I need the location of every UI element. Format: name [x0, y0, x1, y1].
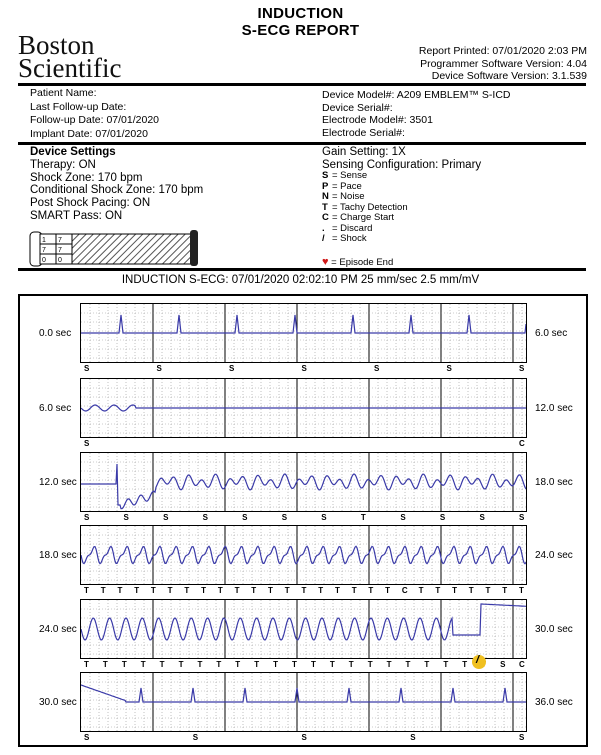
last-follow-up: Last Follow-up Date: — [30, 100, 127, 113]
event-marker: T — [405, 660, 411, 669]
ecg-strip — [80, 452, 527, 512]
event-marker: C — [519, 660, 525, 669]
event-marker: T — [424, 660, 430, 669]
event-marker: T — [197, 660, 203, 669]
legend-item: N = Noise — [322, 191, 365, 202]
divider — [18, 142, 586, 145]
post-shock-pacing: Post Shock Pacing: ON — [30, 197, 151, 210]
event-marker: S — [192, 733, 199, 742]
patient-name: Patient Name: — [30, 87, 97, 99]
strip-end-time: 12.0 sec — [535, 403, 573, 414]
event-marker: T — [150, 586, 156, 595]
event-marker: T — [418, 586, 424, 595]
strip-start-time: 18.0 sec — [39, 550, 77, 561]
event-marker: T — [329, 660, 335, 669]
event-marker: S — [321, 513, 327, 522]
strip-start-time: 12.0 sec — [39, 477, 77, 488]
ecg-strip — [80, 378, 527, 438]
legend-item: S = Sense — [322, 170, 368, 181]
event-marker: T — [310, 660, 316, 669]
shock-zone: Shock Zone: 170 bpm — [30, 171, 143, 184]
strip-end-time: 6.0 sec — [535, 328, 568, 339]
event-marker: T — [367, 660, 373, 669]
event-marker: T — [235, 660, 241, 669]
ecg-strip — [80, 303, 527, 363]
event-marker: C — [519, 439, 525, 448]
device-electrode-icon — [28, 228, 202, 268]
conditional-shock-zone: Conditional Shock Zone: 170 bpm — [30, 184, 204, 197]
strip-end-time: 36.0 sec — [535, 697, 573, 708]
event-marker: S — [301, 733, 307, 742]
event-marker: T — [468, 586, 474, 595]
event-marker: T — [351, 586, 357, 595]
event-marker: T — [234, 586, 240, 595]
shock-icon: / — [476, 654, 480, 666]
ecg-strip — [80, 672, 527, 732]
event-marker: S — [242, 513, 248, 522]
episode-end-legend: ♥ = Episode End — [322, 256, 394, 268]
device-model: Device Model#: A209 EMBLEM™ S-ICD — [322, 89, 511, 101]
event-marker: T — [318, 586, 324, 595]
legend-item: C = Charge Start — [322, 212, 395, 223]
event-marker: S — [84, 513, 90, 522]
event-marker: T — [254, 660, 260, 669]
event-marker: T — [360, 513, 366, 522]
event-marker: T — [251, 586, 257, 595]
event-marker: T — [273, 660, 279, 669]
heart-icon: ♥ — [322, 256, 329, 268]
strip-start-time: 24.0 sec — [39, 624, 77, 635]
gain-settings — [322, 146, 481, 172]
settings-heading: Device Settings — [30, 146, 116, 158]
event-marker: T — [217, 586, 223, 595]
legend-item: . = Discard — [322, 222, 373, 234]
event-marker: T — [216, 660, 222, 669]
svg-text:7: 7 — [42, 247, 46, 254]
svg-text:0: 0 — [42, 257, 46, 264]
event-marker: T — [84, 660, 89, 669]
event-marker: T — [292, 660, 297, 669]
event-marker: T — [435, 586, 441, 595]
event-marker: T — [385, 586, 391, 595]
strip-start-time: 30.0 sec — [39, 697, 77, 708]
device-info — [322, 89, 511, 139]
event-marker: T — [102, 660, 108, 669]
event-marker: T — [443, 660, 449, 669]
follow-up-date: Follow-up Date: 07/01/2020 — [30, 114, 159, 126]
event-marker: S — [202, 513, 208, 522]
electrode-model: Electrode Model#: 3501 — [322, 114, 433, 126]
patient-info — [30, 87, 159, 141]
event-marker: T — [84, 586, 89, 595]
event-marker: S — [519, 733, 525, 742]
event-marker: T — [301, 586, 307, 595]
strip-title: INDUCTION S-ECG: 07/01/2020 02:02:10 PM 25 mm/sec 2.5 mm/mV — [121, 274, 480, 286]
event-marker: T — [502, 586, 508, 595]
event-marker: S — [374, 364, 380, 373]
event-marker: T — [184, 586, 190, 595]
ecg-trace — [81, 315, 526, 333]
event-marker: T — [334, 586, 340, 595]
event-marker: C — [401, 586, 408, 595]
event-marker: T — [201, 586, 206, 595]
legend-item: P = Pace — [322, 180, 362, 192]
divider — [18, 83, 586, 86]
event-marker: S — [410, 733, 416, 742]
strip-start-time: 0.0 sec — [39, 328, 72, 339]
event-marker: T — [178, 660, 184, 669]
svg-text:7: 7 — [58, 247, 62, 254]
title-line-1: INDUCTION — [257, 5, 344, 22]
event-marker: S — [479, 513, 485, 522]
svg-text:7: 7 — [58, 237, 62, 244]
divider — [18, 268, 586, 271]
event-marker: S — [84, 733, 90, 742]
strip-start-time: 6.0 sec — [39, 403, 72, 414]
event-marker: S — [439, 513, 446, 522]
event-marker: S — [281, 513, 288, 522]
event-marker: T — [519, 586, 524, 595]
strip-end-time: 24.0 sec — [535, 550, 573, 561]
event-marker: T — [284, 586, 290, 595]
ecg-strip — [80, 525, 527, 585]
report-info — [419, 45, 587, 83]
legend-item: T = Tachy Detection — [322, 201, 408, 213]
ecg-trace — [81, 546, 526, 563]
gain-setting: Gain Setting: 1X — [322, 146, 406, 158]
legend-item: / = Shock — [322, 233, 367, 244]
event-marker: T — [167, 586, 173, 595]
report-printed: Report Printed: 07/01/2020 2:03 PM — [418, 45, 587, 57]
strip-end-time: 30.0 sec — [535, 624, 573, 635]
ecg-trace — [81, 685, 526, 702]
sensing-configuration: Sensing Configuration: Primary — [322, 158, 482, 171]
ecg-strip — [80, 599, 527, 659]
event-marker: T — [452, 586, 457, 595]
strip-end-time: 18.0 sec — [535, 477, 573, 488]
device-serial: Device Serial#: — [322, 101, 393, 114]
event-marker: T — [121, 660, 127, 669]
event-marker: T — [485, 586, 491, 595]
svg-text:1: 1 — [42, 237, 46, 244]
event-marker: S — [163, 513, 169, 522]
event-marker: T — [348, 660, 354, 669]
event-marker: T — [386, 660, 392, 669]
event-marker: T — [159, 660, 165, 669]
boston-scientific-logo: Boston Scientific — [18, 30, 122, 83]
programmer-version: Programmer Software Version: 4.04 — [420, 57, 587, 70]
event-marker: T — [268, 586, 273, 595]
event-marker: S — [123, 513, 129, 522]
event-marker: S — [84, 364, 90, 373]
event-marker: S — [84, 439, 90, 448]
event-marker: T — [462, 660, 468, 669]
event-marker: S — [519, 513, 525, 522]
event-marker: S — [156, 364, 162, 373]
implant-date: Implant Date: 07/01/2020 — [30, 127, 148, 140]
therapy: Therapy: ON — [30, 158, 96, 171]
device-version: Device Software Version: 3.1.539 — [431, 70, 587, 82]
event-marker: T — [100, 586, 106, 595]
smart-pass: SMART Pass: ON — [30, 209, 123, 222]
event-marker: S — [301, 364, 307, 373]
event-marker: T — [140, 660, 146, 669]
device-settings — [30, 146, 203, 223]
marker-legend — [322, 171, 408, 245]
event-marker: T — [368, 586, 374, 595]
event-marker: T — [134, 586, 140, 595]
svg-text:0: 0 — [58, 257, 62, 264]
event-marker: S — [446, 364, 452, 373]
event-marker: S — [519, 364, 525, 373]
event-marker: S — [229, 364, 235, 373]
title-line-2: S-ECG REPORT — [241, 22, 360, 39]
electrode-serial: Electrode Serial#: — [322, 126, 405, 139]
event-marker: T — [117, 586, 123, 595]
event-marker: S — [400, 513, 406, 522]
event-marker: S — [500, 660, 506, 669]
